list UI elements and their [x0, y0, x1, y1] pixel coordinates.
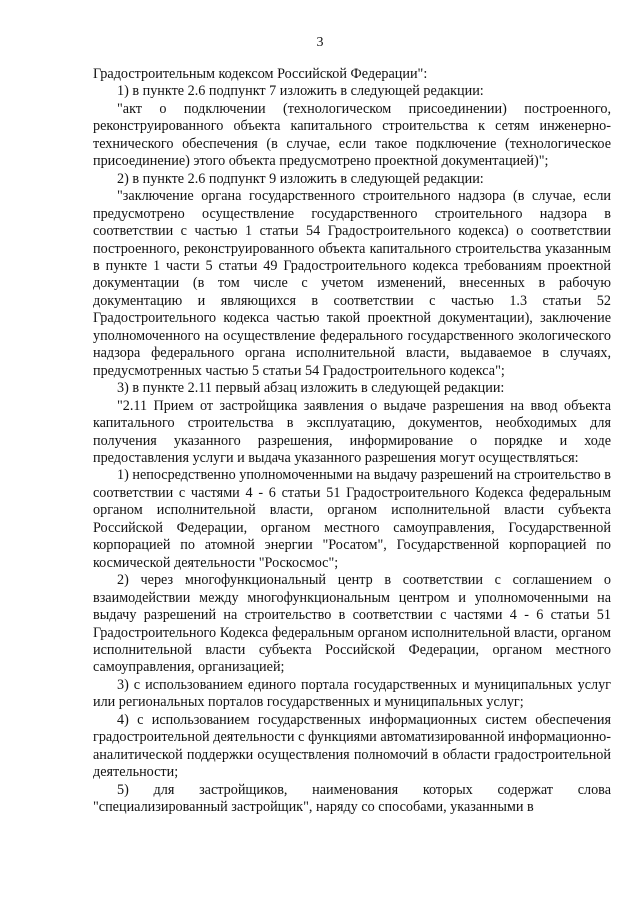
paragraph-item-2-text: "заключение органа государственного строительного надзора (в случае, если предусмотрено осуществление государственного строительного надзора в соответствии с частью 1 статьи 54 Градостроительного кодекса) о соответствии построенного, реконструированного объекта капитального строительства указанным в пункте 1 части 5 статьи 49 Градостроительного кодекса требованиям проектной документации (в том числе с учетом изменений, внесенных в рабочую документацию и являющихся в соответствии с частью 1.3 статьи 52 Градостроительного кодекса частью такой проектной документации), заключение уполномоченного на осуществление федерального государственного экологического надзора федерального органа исполнительной власти, выдаваемое в случаях, предусмотренных частью 5 статьи 54 Градостроительного кодекса"; — [93, 188, 611, 379]
paragraph-item-1-heading: 1) в пункте 2.6 подпункт 7 изложить в следующей редакции: — [117, 83, 484, 100]
paragraph-subitem-1: 1) непосредственно уполномоченными на выдачу разрешений на строительство в соответствии с частями 4 - 6 статьи 51 Градостроительного Кодекса федеральным органом исполнительной власти, органом исполнительной власти субъекта Российской Федерации, органом местного самоуправления, Государственной корпорацией по атомной энергии "Росатом", Государственной корпорацией по космической деятельности "Роскосмос"; — [93, 467, 612, 571]
paragraph-item-2-heading: 2) в пункте 2.6 подпункт 9 изложить в следующей редакции: — [117, 170, 484, 187]
paragraph-subitem-3: 3) с использованием единого портала государственных и муниципальных услуг или региональных порталов государственных и муниципальных услуг; — [93, 676, 611, 711]
paragraph-subitem-2: 2) через многофункциональный центр в соответствии с соглашением о взаимодействии между многофункциональным центром и уполномоченными на выдачу разрешений на строительство в соответствии с частями 4 - 6 статьи 51 Градостроительного Кодекса федеральным органом исполнительной власти, органом исполнительной власти субъекта Российской Федерации, органом местного самоуправления, организацией; — [93, 572, 611, 676]
paragraph-subitem-4: 4) с использованием государственных информационных систем обеспечения градостроительной деятельности с функциями автоматизированной информационно-аналитической поддержки осуществления полномочий в области градостроительной деятельности; — [93, 711, 611, 781]
paragraph-item-3-text: "2.11 Прием от застройщика заявления о выдаче разрешения на ввод объекта капитального строительства в эксплуатацию, документов, необходимых для получения указанного разрешения, информирование о порядке и ходе предоставления услуги и выдача указанного разрешения могут осуществляться: — [93, 397, 611, 466]
paragraph-subitem-5: 5) для застройщиков, наименования которых содержат слова "специализированный застройщик", наряду со способами, указанными в — [93, 781, 611, 816]
paragraph-item-3-heading: 3) в пункте 2.11 первый абзац изложить в следующей редакции: — [117, 380, 505, 397]
document-body — [93, 66, 611, 816]
paragraph-intro: Градостроительным кодексом Российской Федерации": — [93, 66, 428, 82]
page-number: 3 — [316, 35, 324, 50]
paragraph-item-1-text: "акт о подключении (технологическом присоединении) построенного, реконструированного объекта капитального строительства к сетям инженерно-технического обеспечения (в случае, если такое подключение (технологическое присоединение) этого объекта предусмотрено проектной документацией)"; — [93, 100, 611, 170]
